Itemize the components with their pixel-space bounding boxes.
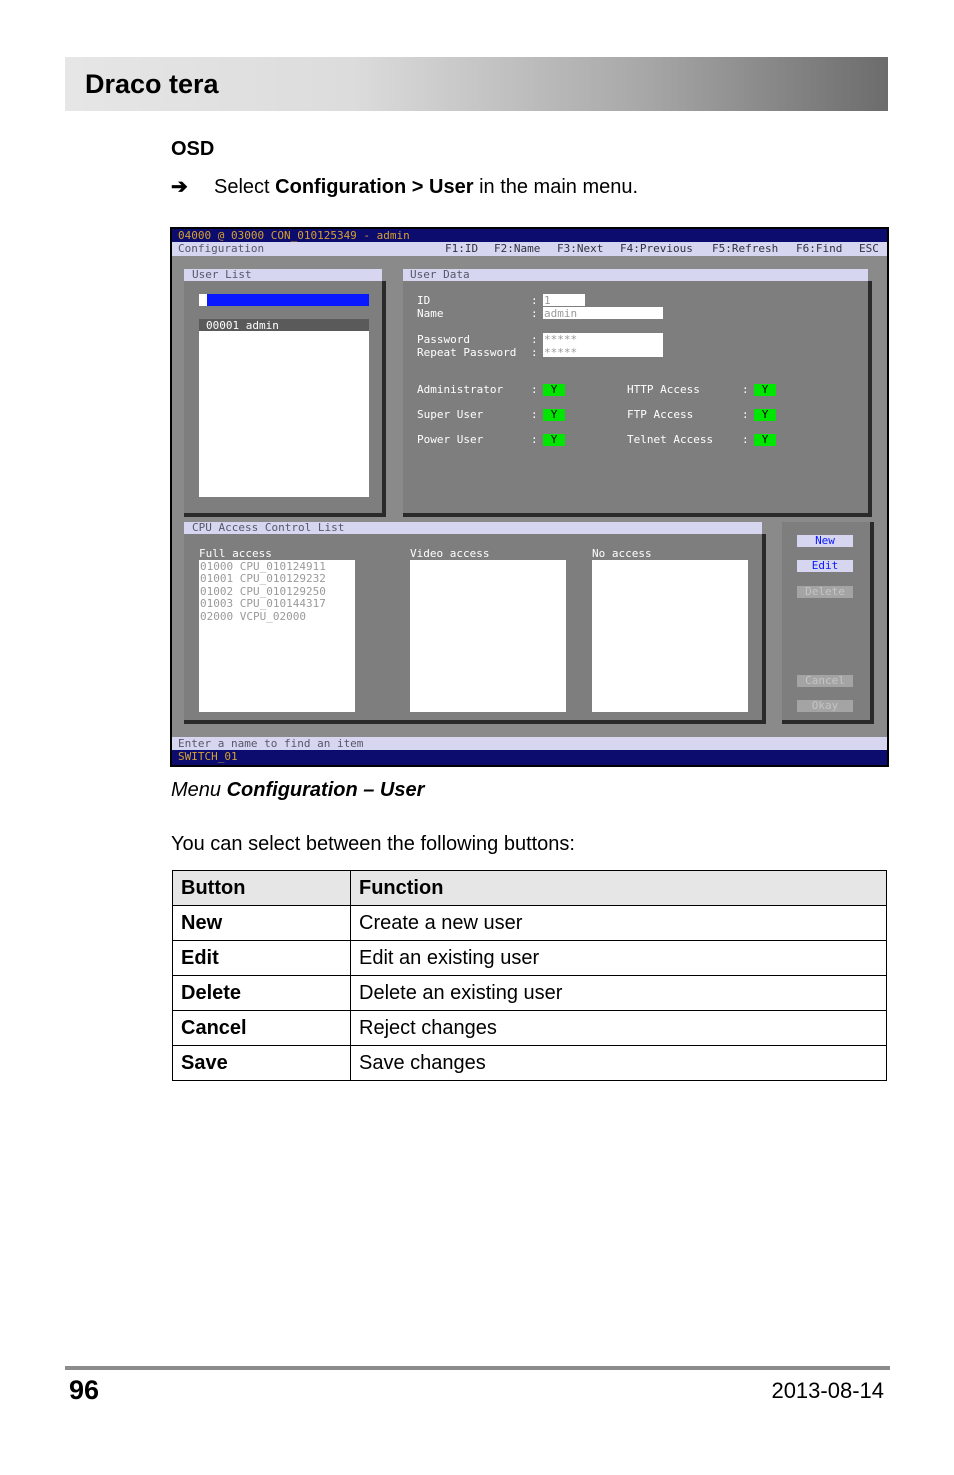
osd-switch-bar: [172, 750, 887, 765]
osd-fkey-name[interactable]: F2:Name: [494, 242, 541, 255]
name-label: Name: [417, 307, 444, 320]
osd-status-line: 04000 @ 03000 CON_010125349 - admin: [178, 229, 410, 242]
section-title: OSD: [171, 138, 215, 160]
osd-okay-button[interactable]: Okay: [797, 700, 853, 712]
page-number: 96: [69, 1375, 100, 1405]
user-search-selection: [207, 294, 369, 306]
flag-http-access-value[interactable]: Y: [754, 384, 776, 396]
table-cell-button: Cancel: [173, 1011, 351, 1046]
osd-fkey-id[interactable]: F1:ID: [445, 242, 479, 255]
osd-menu-title: Configuration: [178, 242, 265, 255]
flag-telnet-access-label: Telnet Access: [627, 433, 714, 446]
table-cell-button: Save: [173, 1046, 351, 1081]
flag-super-user-colon: :: [531, 408, 538, 421]
page-header: [65, 57, 888, 111]
instruction-post: in the main menu.: [473, 176, 639, 198]
instruction-pre: Select: [214, 176, 276, 198]
table-cell-function: Reject changes: [351, 1011, 887, 1046]
video-access-list[interactable]: [410, 560, 566, 712]
no-access-label: No access: [592, 547, 652, 560]
user-list-box: [199, 319, 369, 497]
user-list-title: User List: [192, 268, 252, 281]
table-row: [173, 1011, 887, 1046]
osd-fkey-esc[interactable]: ESC: [859, 242, 879, 255]
footer-rule: [65, 1366, 890, 1370]
id-value: 1: [544, 294, 551, 307]
flag-administrator-value[interactable]: Y: [543, 384, 565, 396]
full-access-label: Full access: [199, 547, 272, 560]
user-data-title-bar: [403, 269, 868, 281]
table-row: [173, 941, 887, 976]
user-list-item-label: 00001 admin: [206, 319, 279, 332]
osd-cancel-button[interactable]: Cancel: [797, 675, 853, 687]
flag-ftp-access-value[interactable]: Y: [754, 409, 776, 421]
table-cell-function: Save changes: [351, 1046, 887, 1081]
osd-fkey-refresh[interactable]: F5:Refresh: [712, 242, 779, 255]
table-cell-function: Edit an existing user: [351, 941, 887, 976]
flag-ftp-access-colon: :: [742, 408, 749, 421]
table-cell-function: Delete an existing user: [351, 976, 887, 1011]
table-cell-button: New: [173, 906, 351, 941]
instruction: [171, 174, 638, 199]
caption-pre: Menu: [171, 779, 227, 801]
cpu-item[interactable]: 01001 CPU_010129232: [200, 572, 326, 585]
id-colon: :: [531, 294, 538, 307]
table-header-function: Function: [351, 871, 887, 906]
flag-http-access-colon: :: [742, 383, 749, 396]
cpu-item[interactable]: 01002 CPU_010129250: [200, 585, 326, 598]
osd-fkey-next[interactable]: F3:Next: [557, 242, 604, 255]
osd-fkey-previous[interactable]: F4:Previous: [620, 242, 693, 255]
osd-new-button[interactable]: New: [797, 535, 853, 547]
table-row: [173, 906, 887, 941]
cpu-item[interactable]: 01003 CPU_010144317: [200, 597, 326, 610]
document-date: 2013-08-14: [771, 1378, 884, 1403]
password-value: *****: [544, 333, 578, 346]
user-data-title: User Data: [410, 268, 470, 281]
osd-switch-name: SWITCH_01: [178, 750, 238, 763]
figure-caption: [171, 779, 424, 802]
name-value: admin: [544, 307, 578, 320]
cpu-item[interactable]: 02000 VCPU_02000: [200, 610, 306, 623]
flag-power-user-colon: :: [531, 433, 538, 446]
flag-super-user-value[interactable]: Y: [543, 409, 565, 421]
flag-administrator-colon: :: [531, 383, 538, 396]
flag-http-access-label: HTTP Access: [627, 383, 700, 396]
table-row: [173, 1046, 887, 1081]
table-header-button: Button: [173, 871, 351, 906]
flag-telnet-access-value[interactable]: Y: [754, 434, 776, 446]
table-cell-button: Delete: [173, 976, 351, 1011]
instruction-menu-path: Configuration > User: [275, 176, 474, 198]
flag-power-user-value[interactable]: Y: [543, 434, 565, 446]
repeat-password-value: *****: [544, 346, 578, 359]
caption-bold: Configuration – User: [226, 779, 425, 801]
id-label: ID: [417, 294, 431, 307]
osd-fkey-find[interactable]: F6:Find: [796, 242, 843, 255]
osd-screenshot: [170, 227, 889, 767]
cpu-access-title: CPU Access Control List: [192, 521, 345, 534]
arrow-right-icon: ➔: [171, 176, 188, 198]
osd-edit-button[interactable]: Edit: [797, 560, 853, 572]
table-cell-function: Create a new user: [351, 906, 887, 941]
table-cell-button: Edit: [173, 941, 351, 976]
flag-administrator-label: Administrator: [417, 383, 504, 396]
repeat-password-colon: :: [531, 346, 538, 359]
flag-ftp-access-label: FTP Access: [627, 408, 694, 421]
password-colon: :: [531, 333, 538, 346]
flag-power-user-label: Power User: [417, 433, 484, 446]
flag-super-user-label: Super User: [417, 408, 484, 421]
flag-telnet-access-colon: :: [742, 433, 749, 446]
table-row: [173, 976, 887, 1011]
password-label: Password: [417, 333, 470, 346]
osd-hint: Enter a name to find an item: [178, 737, 364, 750]
osd-button-panel: [782, 522, 874, 724]
repeat-password-label: Repeat Password: [417, 346, 517, 359]
document-title: Draco tera: [85, 69, 219, 99]
video-access-label: Video access: [410, 547, 490, 560]
no-access-list[interactable]: [592, 560, 748, 712]
cpu-item[interactable]: 01000 CPU_010124911: [200, 560, 326, 573]
name-colon: :: [531, 307, 538, 320]
buttons-table: [172, 870, 887, 1081]
table-header-row: [173, 871, 887, 906]
osd-delete-button[interactable]: Delete: [797, 586, 853, 598]
intro-text: You can select between the following buttons:: [171, 833, 575, 855]
